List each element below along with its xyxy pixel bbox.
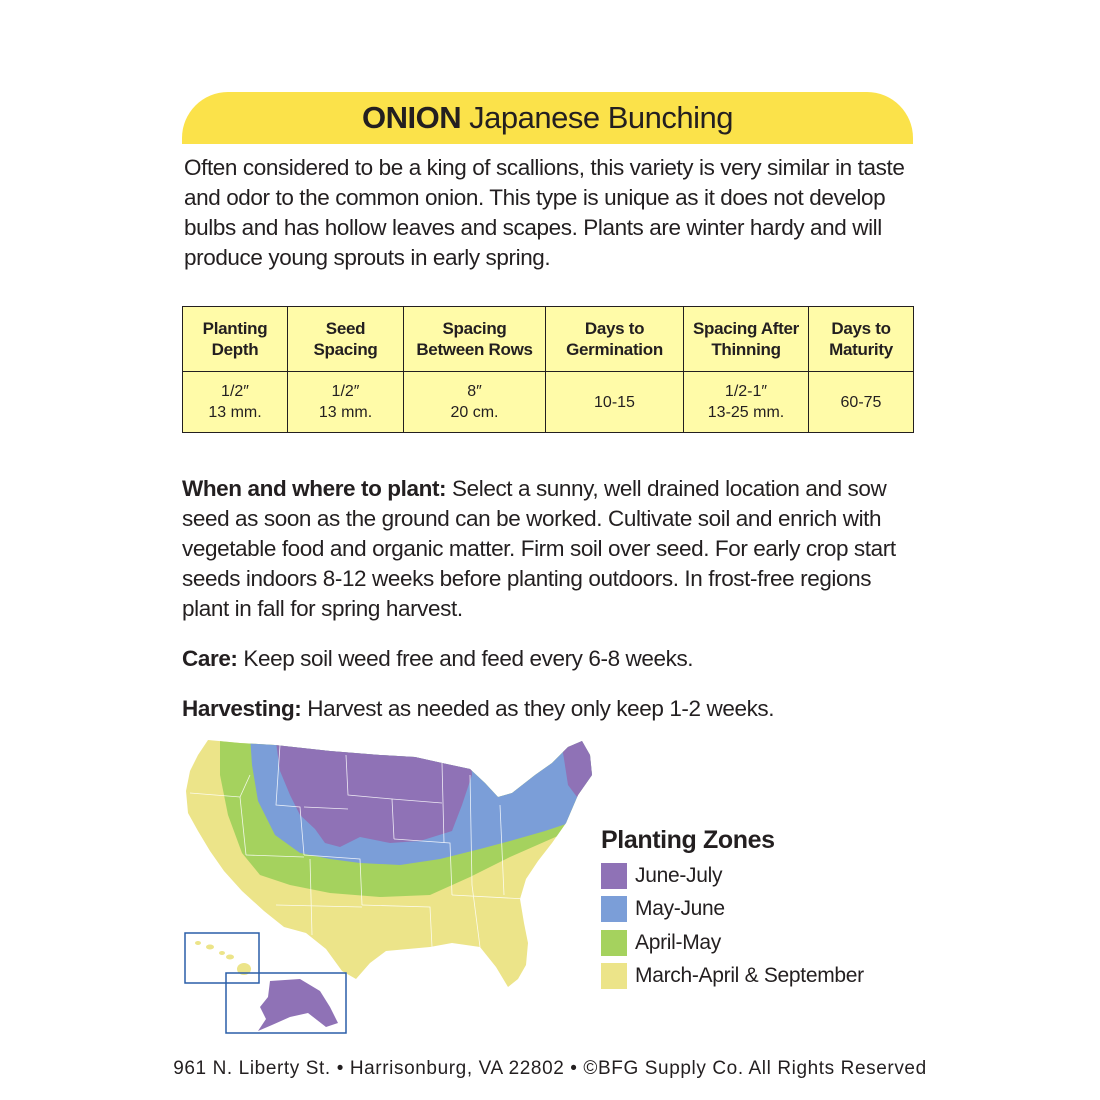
hawaii-islands (195, 941, 251, 975)
care-label: Care: (182, 646, 238, 671)
legend-title: Planting Zones (601, 826, 775, 854)
harvesting-label: Harvesting: (182, 696, 302, 721)
value-cell: 60-75 (809, 372, 914, 433)
legend-label: April-May (635, 930, 721, 954)
header-cell: Planting Depth (183, 307, 288, 372)
legend-label: March-April & September (635, 964, 864, 988)
hawaii-inset-frame (185, 933, 259, 983)
legend-item (601, 859, 864, 893)
table-header-row (183, 307, 914, 372)
header-cell: Seed Spacing (288, 307, 404, 372)
header-cell: Spacing Between Rows (404, 307, 546, 372)
map-zones (180, 735, 610, 1035)
planting-table (182, 306, 914, 433)
value-cell: 8″ 20 cm. (404, 372, 546, 433)
legend-swatch (601, 963, 627, 989)
intro-paragraph: Often considered to be a king of scallions, this variety is very similar in taste and odor to the common onion. This type is unique as it does not develop bulbs and has hollow leaves and scapes. Plants are winter hardy and will produce young sprouts in early spring. (184, 155, 905, 270)
legend-swatch (601, 896, 627, 922)
title-bold: ONION (362, 100, 462, 135)
planting-zones-legend (601, 826, 864, 993)
footer-address: 961 N. Liberty St. • Harrisonburg, VA 22802 • ©BFG Supply Co. All Rights Reserved (173, 1058, 927, 1079)
legend-swatch (601, 863, 627, 889)
planting-zone-map (180, 735, 610, 1035)
legend-swatch (601, 930, 627, 956)
legend-item (601, 926, 864, 960)
header-cell: Spacing After Thinning (684, 307, 809, 372)
care-paragraph: Care: Keep soil weed free and feed every 6-8 weeks. (182, 646, 694, 671)
alaska-shape (258, 979, 338, 1031)
table-value-row (183, 372, 914, 433)
when-where-paragraph: When and where to plant: Select a sunny, well drained location and sow seed as soon as the ground can be worked. Cultivate soil and enrich with vegetable food and organic matter. Firm soil over seed. For early crop start seeds indoors 8-12 weeks before planting outdoors. In frost-free regions plant in fall for spring harvest. (182, 476, 896, 621)
legend-label: June-July (635, 863, 723, 887)
legend-item (601, 893, 864, 927)
legend-label: May-June (635, 897, 725, 921)
header-cell: Days to Germination (546, 307, 684, 372)
when-where-label: When and where to plant: (182, 476, 447, 501)
header-cell: Days to Maturity (809, 307, 914, 372)
legend-item (601, 960, 864, 994)
harvesting-paragraph: Harvesting: Harvest as needed as they only keep 1-2 weeks. (182, 696, 775, 721)
value-cell: 1/2-1″ 13-25 mm. (684, 372, 809, 433)
title-banner (182, 92, 913, 144)
title-rest: Japanese Bunching (469, 100, 733, 135)
value-cell: 1/2″ 13 mm. (288, 372, 404, 433)
value-cell: 1/2″ 13 mm. (183, 372, 288, 433)
value-cell: 10-15 (546, 372, 684, 433)
